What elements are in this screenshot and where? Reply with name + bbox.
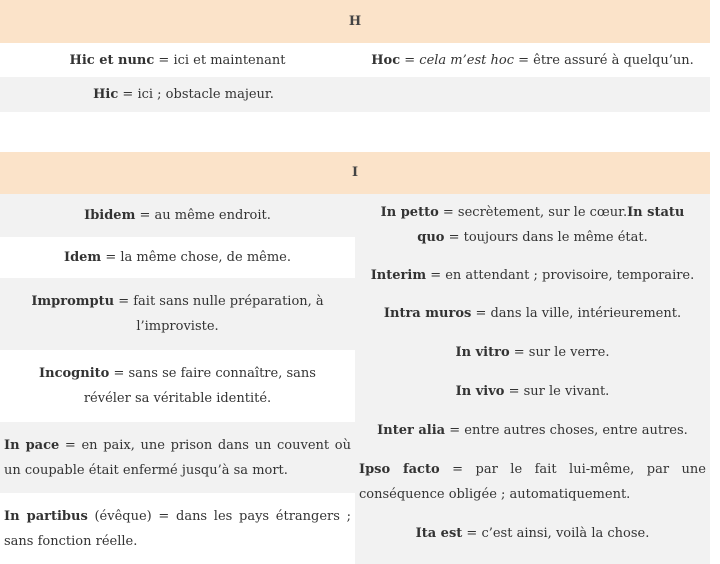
entry-definition: = dans la ville, intérieurement. (471, 306, 682, 321)
section-h-header (0, 0, 710, 43)
entry-definition: = ici ; obstacle majeur. (118, 87, 274, 102)
entry-definition: = sur le vivant. (504, 384, 610, 399)
entry-term: Hoc (371, 52, 401, 68)
entry-term: Hic (93, 87, 119, 102)
entry-intra-muros (355, 294, 710, 333)
entry-in-petto (355, 194, 710, 256)
entry-inter-alia (355, 411, 710, 450)
entry-term: Ipso facto (359, 462, 440, 477)
entry-term: Intra muros (383, 306, 472, 321)
entry-term: In petto (380, 205, 439, 220)
entry-definition: = ici et maintenant (154, 52, 286, 68)
entry-definition: = sans se faire connaître, sans révéler sa véritable identité. (83, 366, 316, 406)
entry-in-vivo (355, 372, 710, 411)
entry-term: In vitro (455, 345, 510, 360)
entry-term: In partibus (4, 508, 88, 524)
entry-interim (355, 256, 710, 294)
entry-term: Ibidem (84, 208, 136, 223)
entry-impromptu (0, 278, 355, 350)
entry-idem (0, 237, 355, 278)
entry-italic: cela m’est hoc (419, 52, 514, 68)
entry-ibidem (0, 194, 355, 237)
entry-definition: = c’est ainsi, voilà la chose. (462, 525, 650, 541)
entry-term: Incognito (39, 366, 110, 381)
entry-definition: = en paix, une prison dans un couvent où un coupable était enfermé jusqu’à sa mort. (4, 437, 351, 478)
entry-definition-2: = toujours dans le même état. (444, 230, 648, 245)
entry-definition: = par le fait lui-même, par une conséquence obligée ; automatiquement. (359, 462, 706, 502)
entry-definition: = entre autres choses, entre autres. (445, 423, 688, 438)
entry-term: Interim (370, 267, 427, 283)
entry-definition: = fait sans nulle préparation, à l’improviste. (114, 294, 324, 334)
entry-hic-et-nunc (0, 43, 355, 77)
entry-definition: = la même chose, de même. (101, 250, 291, 265)
entry-definition: = en attendant ; provisoire, temporaire. (426, 267, 695, 283)
entry-definition: = secrètement, sur le cœur. (438, 205, 628, 220)
section-h-title: H (348, 14, 362, 29)
entry-definition: = sur le verre. (509, 345, 610, 360)
entry-term: In pace (4, 437, 60, 453)
entry-term: Hic et nunc (69, 52, 155, 68)
entry-definition: = au même endroit. (135, 208, 271, 223)
entry-in-vitro (355, 333, 710, 372)
entry-term: Idem (63, 250, 102, 265)
entry-term: Ita est (415, 525, 463, 541)
entry-in-partibus (0, 493, 355, 564)
entry-term: Impromptu (31, 294, 115, 309)
entry-incognito (0, 350, 355, 422)
entry-definition: (évêque) = dans les pays étrangers ; sans fonction réelle. (4, 508, 351, 549)
entry-term: Inter alia (377, 423, 446, 438)
section-i-right-column (355, 194, 710, 564)
entry-in-pace (0, 422, 355, 493)
entry-term-2: In statu quo (417, 205, 685, 245)
section-i-header (0, 152, 710, 194)
entry-ipso-facto (355, 450, 710, 514)
entry-definition: = être assuré à quelqu’un. (513, 52, 694, 68)
entry-ita-est (355, 514, 710, 552)
entry-term: In vivo (455, 384, 505, 399)
entry-hic (0, 77, 710, 112)
section-i-title: I (351, 165, 359, 180)
entry-hoc: Hoc = cela m’est hoc = être assuré à quelqu’un. (355, 43, 710, 77)
